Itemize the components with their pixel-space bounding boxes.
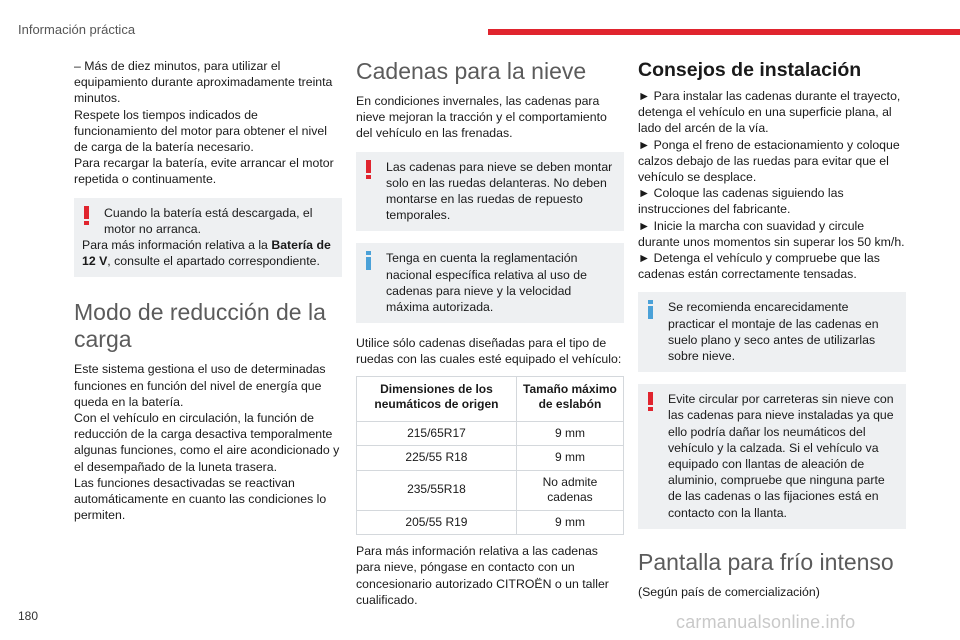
- warning-icon: [84, 206, 90, 225]
- paragraph-line: Este sistema gestiona el uso de determinadas funciones en función del nivel de energía que queda en la batería.: [74, 362, 326, 409]
- list-item: ► Para instalar las cadenas durante el trayecto, detenga el vehículo en una superficie plana, al lado del arcén de la vía.: [638, 89, 901, 136]
- snow-chains-table: [356, 376, 624, 536]
- table-cell: 215/65R17: [357, 421, 517, 446]
- warning-note: [356, 152, 624, 232]
- table-row: [357, 510, 624, 535]
- section-heading-installation-tips: Consejos de instalación: [638, 59, 862, 81]
- warning-text: Evite circular por carreteras sin nieve con las cadenas para nieve instaladas ya que ello podría dañar los neumáticos del vehículo y la calzada. Si el vehículo va equipado con llantas de aleación de aluminio, compruebe que ninguna parte de las cadenas o las fijaciones está en contacto con la llanta.: [668, 392, 894, 520]
- section-heading-snow-chains: Cadenas para la nieve: [356, 58, 587, 84]
- column-1: [74, 58, 342, 531]
- table-row: [357, 470, 624, 510]
- paragraph-line: Con el vehículo en circulación, la función de reducción de la carga desactiva temporalmente algunas funciones, como el aire acondicionado y el desempañado de la luneta trasera.: [74, 411, 340, 474]
- list-item: ► Ponga el freno de estacionamiento y coloque calzos debajo de las ruedas para evitar que el vehículo se desplace.: [638, 137, 900, 185]
- warning-icon: [366, 160, 372, 179]
- info-text: Tenga en cuenta la reglamentación nacional específica relativa al uso de cadenas para nieve y la velocidad máxima autorizada.: [386, 251, 587, 315]
- table-row: [357, 446, 624, 471]
- table-cell: 9 mm: [516, 446, 623, 471]
- section-title: Información práctica: [18, 22, 136, 37]
- table-cell: 225/55 R18: [357, 446, 517, 471]
- bullet-list: [638, 88, 906, 282]
- table-header: Dimensiones de los neumáticos de origen: [357, 376, 517, 421]
- info-note: [356, 243, 624, 323]
- info-text: Se recomienda encarecidamente practicar el montaje de las cadenas en suelo plano y seco antes de utilizarlas sobre nieve.: [668, 300, 879, 364]
- table-cell: 235/55R18: [357, 470, 517, 510]
- info-icon: [366, 251, 372, 270]
- warning-text: Cuando la batería está descargada, el motor no arranca.: [104, 205, 313, 236]
- paragraph: Utilice sólo cadenas diseñadas para el tipo de ruedas con las cuales esté equipado el vehículo:: [356, 336, 622, 367]
- column-3: [638, 58, 906, 608]
- table-cell: 9 mm: [516, 421, 623, 446]
- paragraph-line: Las funciones desactivadas se reactivan automáticamente en cuanto las condiciones lo permiten.: [74, 475, 327, 523]
- page-number: 180: [18, 609, 39, 623]
- paragraph: [74, 58, 342, 188]
- info-icon: [648, 300, 654, 319]
- list-item: ► Detenga el vehículo y compruebe que las cadenas están correctamente tensadas.: [638, 251, 880, 282]
- section-heading-load-reduction: Modo de reducción de la carga: [74, 299, 326, 353]
- warning-icon: [648, 392, 654, 411]
- table-cell: No admite cadenas: [516, 470, 623, 510]
- table-cell: 205/55 R19: [357, 510, 517, 535]
- section-heading-cold-screen: Pantalla para frío intenso: [638, 548, 894, 575]
- warning-text: Las cadenas para nieve se deben montar solo en las ruedas delanteras. No deben montarse en las ruedas de repuesto temporales.: [386, 159, 613, 223]
- warning-note: [74, 198, 342, 278]
- paragraph: Para más información relativa a las cadenas para nieve, póngase en contacto con un concesionario autorizado CITROËN o un taller cualificado.: [356, 544, 609, 607]
- table-row: [357, 421, 624, 446]
- column-2: [356, 58, 624, 616]
- paragraph-line: – Más de diez minutos, para utilizar el equipamiento durante aproximadamente treinta minutos.: [74, 59, 333, 106]
- warning-note: [638, 384, 906, 529]
- paragraph-line: Para recargar la batería, evite arrancar el motor repetida o continuamente.: [74, 156, 334, 187]
- warning-reference: Para más información relativa a la Batería de 12 V, consulte el apartado correspondiente.: [82, 238, 331, 269]
- list-item: ► Coloque las cadenas siguiendo las instrucciones del fabricante.: [638, 186, 844, 217]
- table-cell: 9 mm: [516, 510, 623, 535]
- subtitle: (Según país de comercialización): [638, 584, 820, 599]
- watermark-text: carmanualsonline.info: [676, 612, 856, 632]
- table-header-row: [357, 376, 624, 421]
- paragraph-line: Respete los tiempos indicados de funcionamiento del motor para obtener el nivel de carga de la batería necesario.: [74, 107, 327, 155]
- table-header: Tamaño máximo de eslabón: [516, 376, 623, 421]
- battery-reference-link: Batería de 12 V: [82, 238, 331, 269]
- list-item: ► Inicie la marcha con suavidad y circule durante unos momentos sin superar los 50 km/h.: [638, 218, 905, 249]
- paragraph: [74, 361, 342, 523]
- paragraph: En condiciones invernales, las cadenas para nieve mejoran la tracción y el comportamiento del vehículo en las frenadas.: [356, 94, 607, 141]
- section-accent-bar: [488, 29, 960, 35]
- info-note: [638, 292, 906, 372]
